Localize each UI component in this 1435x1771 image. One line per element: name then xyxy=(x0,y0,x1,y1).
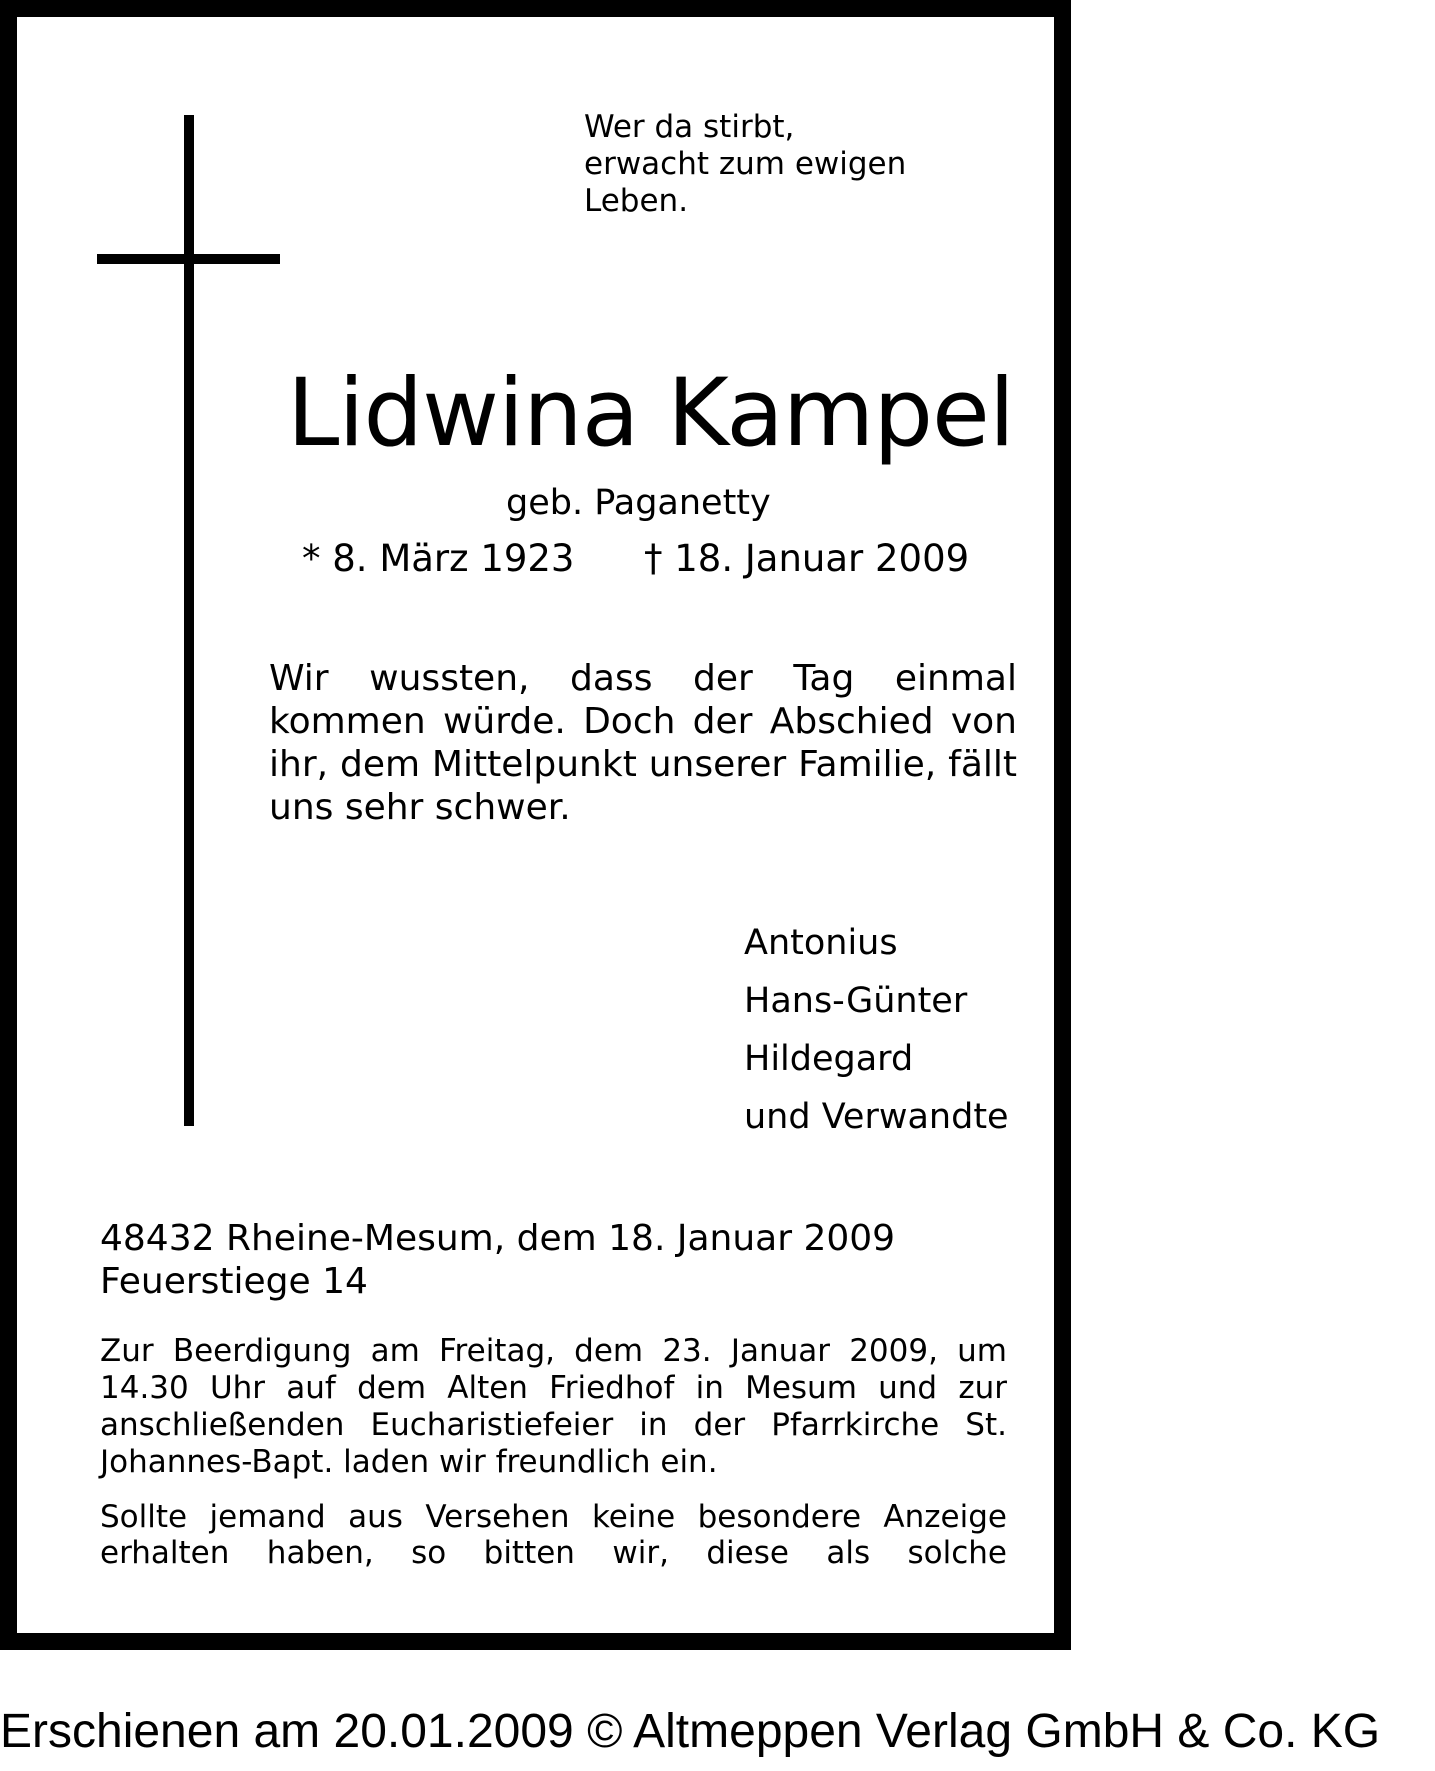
motto-verse xyxy=(584,109,906,220)
mourner-name: Hildegard xyxy=(744,1039,914,1079)
mourner-name: Antonius xyxy=(744,923,898,963)
publication-footer: Erschienen am 20.01.2009 © Altmeppen Verlag GmbH & Co. KG xyxy=(0,1705,1381,1758)
mourner-name: und Verwandte xyxy=(744,1097,1009,1137)
cross-icon-vertical-bar xyxy=(184,115,194,1126)
street-address: Feuerstiege 14 xyxy=(100,1261,368,1302)
birth-date: * 8. März 1923 xyxy=(302,537,575,580)
death-date: † 18. Januar 2009 xyxy=(644,537,970,580)
mourner-name: Hans-Günter xyxy=(744,981,968,1021)
deceased-name: Lidwina Kampel xyxy=(287,359,1014,468)
motto-line: Leben. xyxy=(584,183,689,219)
cross-icon-horizontal-bar xyxy=(97,254,280,264)
funeral-information: Zur Beerdigung am Freitag, dem 23. Januar 2009, um 14.30 Uhr auf dem Alten Friedhof in Mesum und zur anschließenden Eucharistiefeier in der Pfarrkirche St. Johannes-Bapt. laden wir freundlich ein. xyxy=(100,1333,1007,1480)
notice-disclaimer: Sollte jemand aus Versehen keine besondere Anzeige erhalten haben, so bitten wir, diese als solche xyxy=(100,1499,1007,1571)
farewell-message: Wir wussten, dass der Tag einmal kommen würde. Doch der Abschied von ihr, dem Mittelpunkt unserer Familie, fällt uns sehr schwer. xyxy=(269,658,1017,828)
mourners-list xyxy=(744,914,1009,1146)
place-and-date: 48432 Rheine-Mesum, dem 18. Januar 2009 xyxy=(100,1218,896,1259)
motto-line: erwacht zum ewigen xyxy=(584,146,907,182)
maiden-name: geb. Paganetty xyxy=(506,483,771,523)
motto-line: Wer da stirbt, xyxy=(584,109,795,145)
